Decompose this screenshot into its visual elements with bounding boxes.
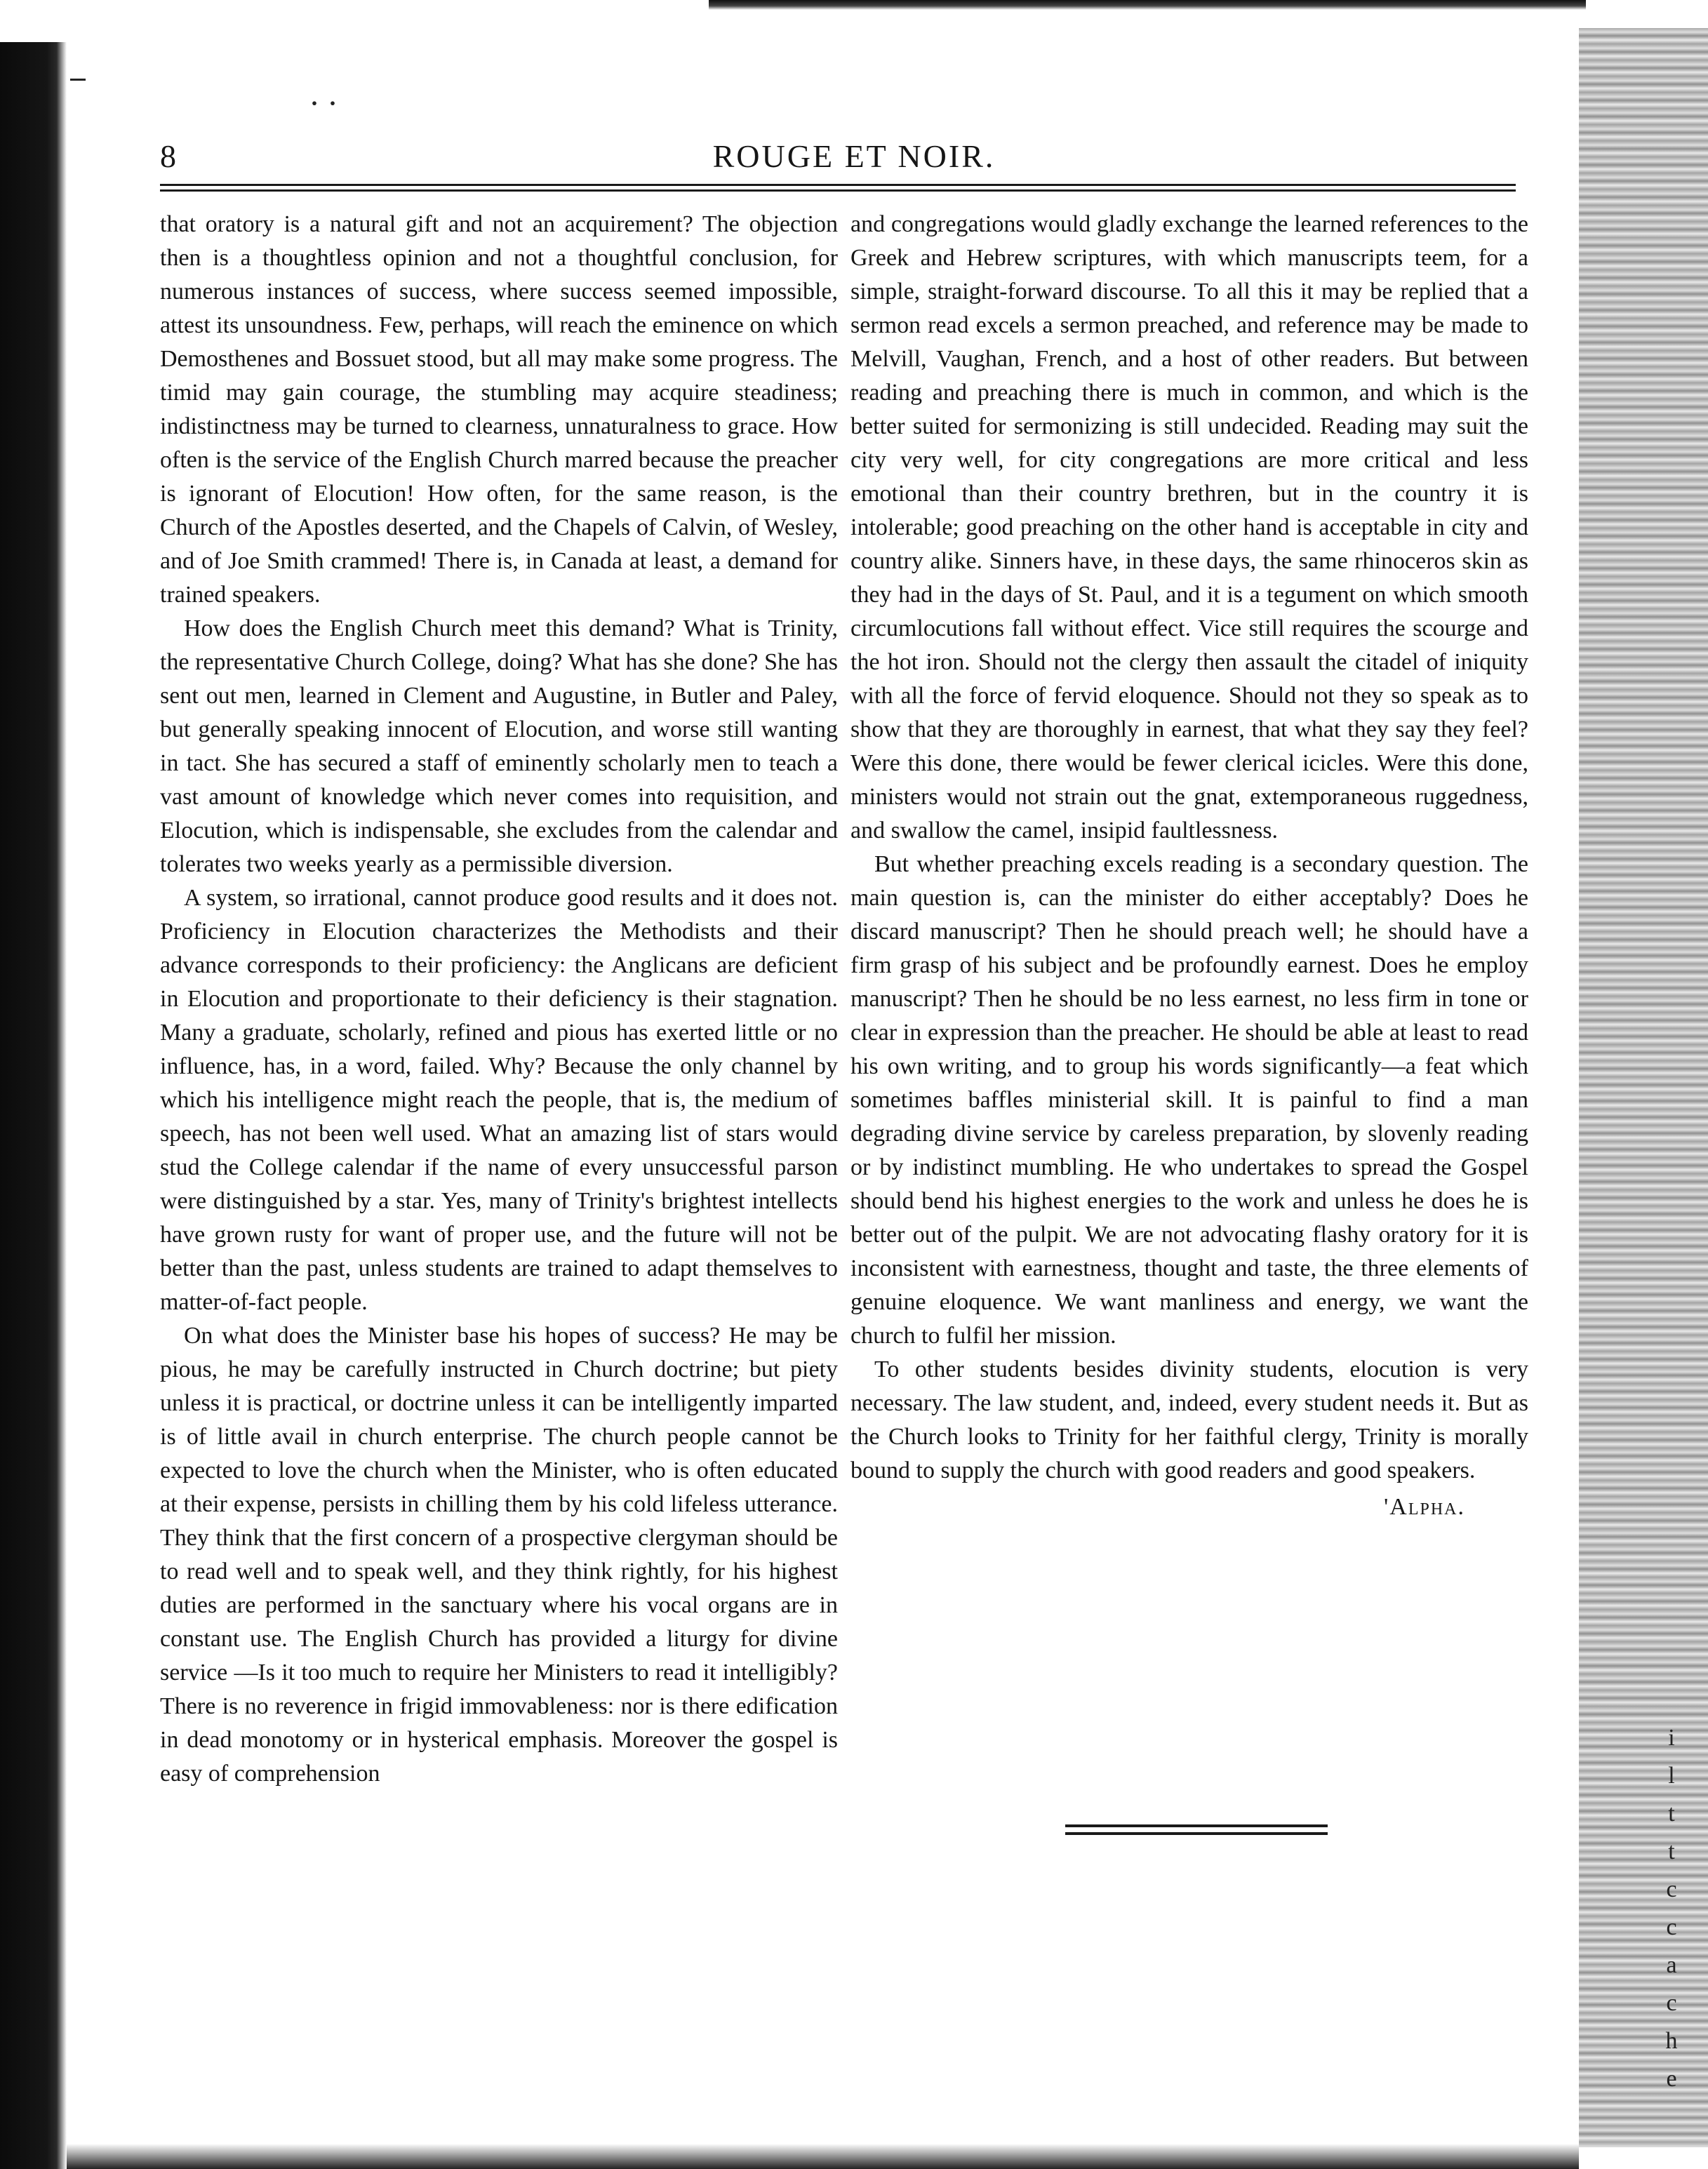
paragraph: that oratory is a natural gift and not an acquirement? The objection then is a thoughtless opinion and not a thoughtful conclusion, for numerous instances of success, where success seemed impossible, attest its unsoundness. Few, perhaps, will reach the eminence on which Demosthenes and Bossuet stood, but all may make some progress. The timid may gain courage, the stumbling may acquire steadiness; indistinctness may be turned to clearness, unnaturalness to grace. How often is the service of the English Church marred because the preacher is ignorant of Elocution! How often, for the same reason, is the Church of the Apostles deserted, and the Chapels of Calvin, of Wesley, and of Joe Smith crammed! There is, in Canada at least, a demand for trained speakers. (160, 211, 838, 608)
paragraph: On what does the Minister base his hopes of success? He may be pious, he may be carefully instructed in Church doctrine; but piety unless it is practical, or doctrine unless it can be intelligently imparted is of little avail in church enterprise. The church people cannot be expected to love the church when the Minister, who is often educated at their expense, persists in chilling them by his cold lifeless utterance. They think that the first concern of a prospective clergyman should be to read well and to speak well, and they think rightly, for his highest duties are performed in the sanctuary where his vocal organs are in constant use. The English Church has provided a liturgy for divine service —Is it too much to require her Ministers to read it intelligibly? There is no reverence in frigid immovableness: nor is there edification in dead monotomy or in hysterical emphasis. Moreover the gospel is easy of comprehension (160, 1323, 838, 1787)
scan-bottom-edge (67, 2144, 1579, 2169)
edge-letter: c (1666, 1914, 1677, 1940)
author-signature: 'Alpha. (1384, 1494, 1465, 1520)
paragraph: and congregations would gladly exchange the learned references to the Greek and Hebrew scriptures, with which manuscripts teem, for a simple, straight-forward discourse. To all this it may be replied that a sermon read excels a sermon preached, and reference may be made to Melvill, Vaughan, French, and a host of other readers. But between reading and preaching there is much in common, and which is the better suited for sermonizing is still undecided. Reading may suit the city very well, for city congregations are more critical and less emotional than their country brethren, but in the country it is intolerable; good preaching on the other hand is acceptable in city and country alike. Sinners have, in these days, the same rhinoceros skin as they had in the days of St. Paul, and it is a tegument on which smooth circumlocutions fall without effect. Vice still requires the scourge and the hot iron. Should not the clergy then assault the citadel of iniquity with all the force of fervid eloquence. Should not they so speak as to show that they are thoroughly in earnest, that what they say they feel? Were this done, there would be fewer clerical icicles. Were this done, ministers would not strain out the gnat, extemporaneous ruggedness, and swallow the camel, insipid faultlessness. (850, 211, 1528, 843)
scan-right-edge (1579, 28, 1708, 2147)
edge-letter: e (1666, 2066, 1677, 2092)
edge-letter: t (1668, 1801, 1675, 1827)
paragraph: A system, so irrational, cannot produce good results and it does not. Proficiency in Elocution characterizes the Methodists and their advance corresponds to their proficiency: the Anglicans are deficient in Elocution and proportionate to their deficiency is their stagnation. Many a graduate, scholarly, refined and pious has exerted little or no influence, has, in a word, failed. Why? Because the only channel by which his intelligence might reach the people, that is, the medium of speech, has not been well used. What an amazing list of stars would stud the College calendar if the name of every unsuccessful parson were distinguished by a star. Yes, many of Trinity's brightest intellects have grown rusty for want of proper use, and the future will not be better than the past, unless students are trained to adapt themselves to matter-of-fact people. (160, 885, 838, 1315)
edge-letter: c (1666, 1990, 1677, 2016)
header-rule-top (160, 184, 1516, 186)
scan-top-edge (709, 0, 1586, 10)
scan-specks: ·· (309, 85, 345, 122)
right-column (850, 208, 1528, 1524)
adjacent-page-edge-text (1657, 1719, 1686, 2098)
article-end-rule-bottom (1065, 1832, 1328, 1835)
edge-letter: t (1668, 1838, 1675, 1864)
scan-binding-shadow (0, 42, 67, 2169)
paragraph: But whether preaching excels reading is a secondary question. The main question is, can the minister do either acceptably? Does he discard manuscript? Then he should preach well; he should have a firm grasp of his subject and be profoundly earnest. Does he employ manuscript? Then he should be no less earnest, no less firm in tone or clear in expression than the preacher. He should be able at least to read his own writing, and to group his words significantly—a feat which sometimes baffles ministerial skill. It is painful to find a man degrading divine service by careless preparation, by slovenly reading or by indistinct mumbling. He who undertakes to spread the Gospel should bend his highest energies to the work and unless he does he is better out of the pulpit. We are not advocating flashy oratory for it is inconsistent with earnestness, thought and taste, the three elements of genuine eloquence. We want manliness and energy, we want the church to fulfil her mission. (850, 851, 1528, 1349)
page-header-title: ROUGE ET NOIR. (712, 138, 996, 174)
article-end-rule-top (1065, 1824, 1328, 1827)
paragraph: To other students besides divinity students, elocution is very necessary. The law student, and, indeed, every student needs it. But as the Church looks to Trinity for her faithful clergy, Trinity is morally bound to supply the church with good readers and good speakers. (850, 1356, 1528, 1483)
edge-letter: a (1666, 1952, 1677, 1978)
edge-letter: c (1666, 1876, 1677, 1902)
edge-letter: i (1668, 1725, 1675, 1751)
edge-letter: l (1668, 1763, 1675, 1789)
page-number: 8 (160, 138, 176, 174)
left-column (160, 208, 838, 1791)
scan-mark (70, 79, 86, 81)
paragraph: How does the English Church meet this demand? What is Trinity, the representative Church College, doing? What has she done? She has sent out men, learned in Clement and Augustine, in Butler and Paley, but generally speaking innocent of Elocution, and worse still wanting in tact. She has secured a staff of eminently scholarly men to teach a vast amount of knowledge which never comes into requisition, and Elocution, which is indispensable, she excludes from the calendar and tolerates two weeks yearly as a permissible diversion. (160, 615, 838, 877)
header-rule-bottom (160, 189, 1516, 192)
edge-letter: h (1665, 2028, 1678, 2054)
